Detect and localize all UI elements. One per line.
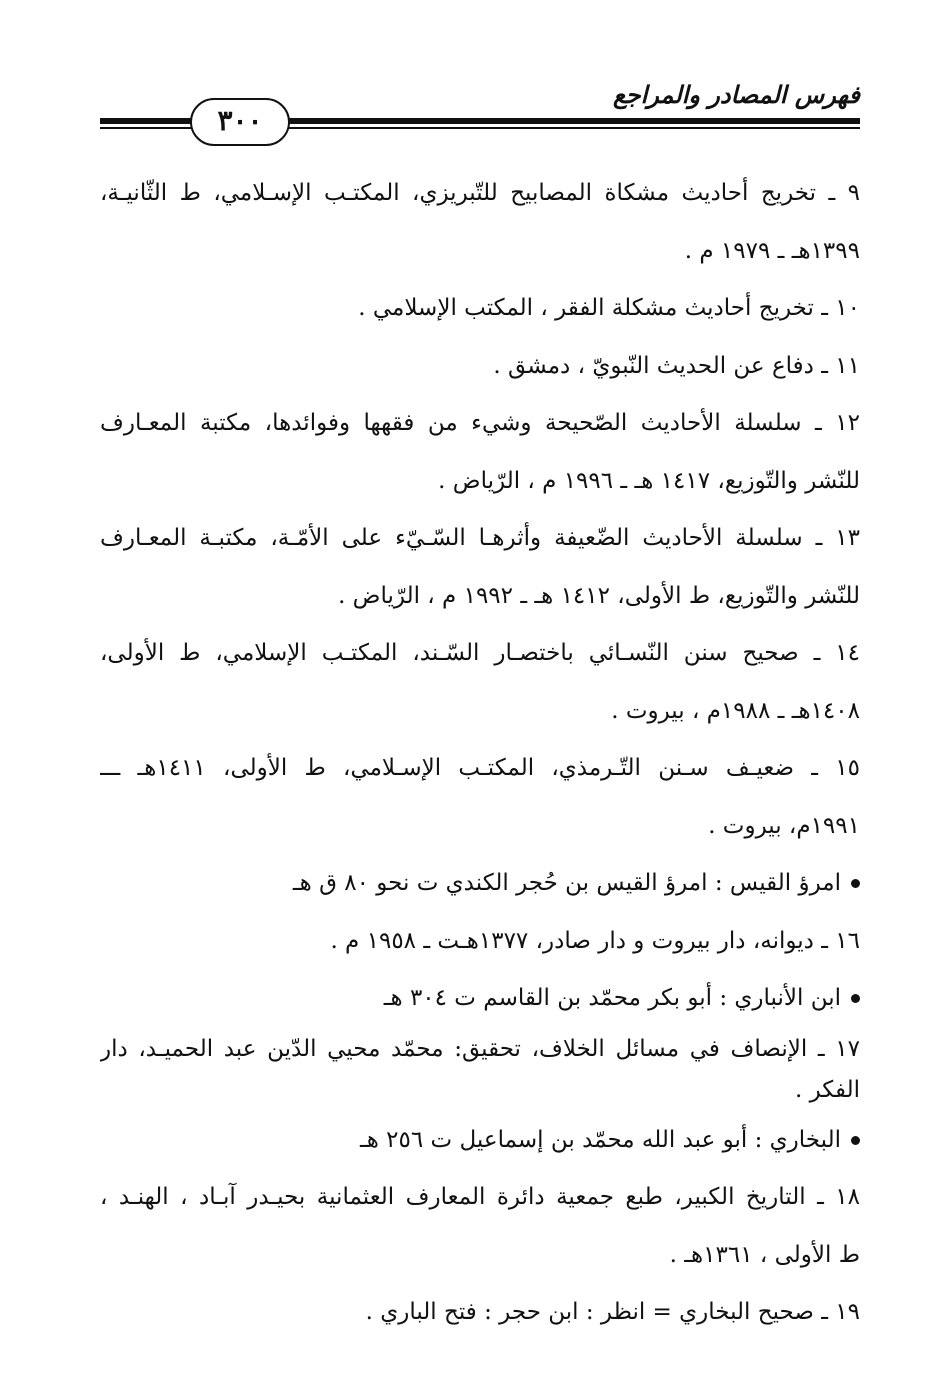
page-number: ٣٠٠ <box>190 98 290 146</box>
line-text: ١٤ ـ صحيح سنن النّسـائي باختصـار السّـند، المكتـب الإسلامي، ط الأولى، <box>100 640 860 666</box>
text-line <box>100 625 860 683</box>
text-line <box>100 798 860 856</box>
line-text: ١٢ ـ سلسلة الأحاديث الصّحيحة وشيء من فقهها وفوائدها، مكتبة المعـارف <box>100 410 860 436</box>
line-text: البخاري : أبو عبد الله محمّد بن إسماعيل ت ٢٥٦ هـ <box>359 1126 841 1153</box>
line-text: ٩ ـ تخريج أحاديث مشكاة المصابيح للتّبريزي، المكتـب الإسـلامي، ط الثّانيـة، <box>100 180 860 206</box>
text-line <box>100 338 860 396</box>
text-line <box>100 165 860 223</box>
text-line <box>100 913 860 971</box>
line-text: ١٤٠٨هـ ـ ١٩٨٨م ، بيروت . <box>611 697 860 724</box>
line-text: ١٣ ـ سلسلة الأحاديث الضّعيفة وأثرهـا السّـيّء على الأمّـة، مكتبـة المعـارف <box>100 525 860 551</box>
line-text: امرؤ القيس : امرؤ القيس بن حُجر الكندي ت نحو ٨٠ ق هـ <box>292 870 841 897</box>
line-text: ط الأولى ، ١٣٦١هـ . <box>669 1241 860 1268</box>
running-title: فهرس المصادر والمراجع <box>612 80 860 109</box>
line-text: ١٦ ـ ديوانه، دار بيروت و دار صادر، ١٣٧٧هـت ـ ١٩٥٨ م . <box>330 927 860 954</box>
text-line <box>100 1070 860 1112</box>
text-line <box>100 453 860 511</box>
author-heading <box>100 855 860 913</box>
bibliography-content <box>100 165 860 1342</box>
line-text: ١١ ـ دفاع عن الحديث النّبويّ ، دمشق . <box>493 352 860 379</box>
text-line <box>100 395 860 453</box>
text-line <box>100 568 860 626</box>
text-line <box>100 223 860 281</box>
bullet-icon <box>851 1136 860 1145</box>
text-line <box>100 740 860 798</box>
bullet-icon <box>851 994 860 1003</box>
line-text: للنّشر والتّوزيع، ١٤١٧ هـ ـ ١٩٩٦ م ، الرّياض . <box>438 467 860 494</box>
line-text: ١٨ ـ التاريخ الكبير، طبع جمعية دائرة المعارف العثمانية بحيـدر آبـاد ، الهنـد ، <box>100 1184 860 1210</box>
text-line <box>100 683 860 741</box>
text-line <box>100 1169 860 1227</box>
text-line <box>100 1284 860 1342</box>
bullet-icon <box>851 879 860 888</box>
page-header <box>100 70 860 160</box>
text-line <box>100 280 860 338</box>
line-text: ١٠ ـ تخريج أحاديث مشكلة الفقر ، المكتب الإسلامي . <box>358 295 860 322</box>
text-line <box>100 1028 860 1070</box>
line-text: ١٥ ـ ضعيـف سـنن التّـرمذي، المكتـب الإسـلامي، ط الأولى، ١٤١١هـ ـــ <box>100 755 860 781</box>
line-text: ابن الأنباري : أبو بكر محمّد بن القاسم ت ٣٠٤ هـ <box>383 985 841 1012</box>
line-text: ١٣٩٩هـ ـ ١٩٧٩ م . <box>684 237 860 264</box>
text-line <box>100 1227 860 1285</box>
line-text: ١٧ ـ الإنصاف في مسائل الخلاف، تحقيق: محمّد محيي الدّين عبد الحميـد، دار <box>100 1035 860 1062</box>
text-line <box>100 510 860 568</box>
author-heading <box>100 1112 860 1170</box>
line-text: الفكر . <box>794 1077 860 1103</box>
author-heading <box>100 970 860 1028</box>
line-text: ١٩ ـ صحيح البخاري = انظر : ابن حجر : فتح الباري . <box>365 1299 860 1326</box>
line-text: ١٩٩١م، بيروت . <box>708 812 860 839</box>
line-text: للنّشر والتّوزيع، ط الأولى، ١٤١٢ هـ ـ ١٩٩٢ م ، الرّياض . <box>338 582 860 609</box>
